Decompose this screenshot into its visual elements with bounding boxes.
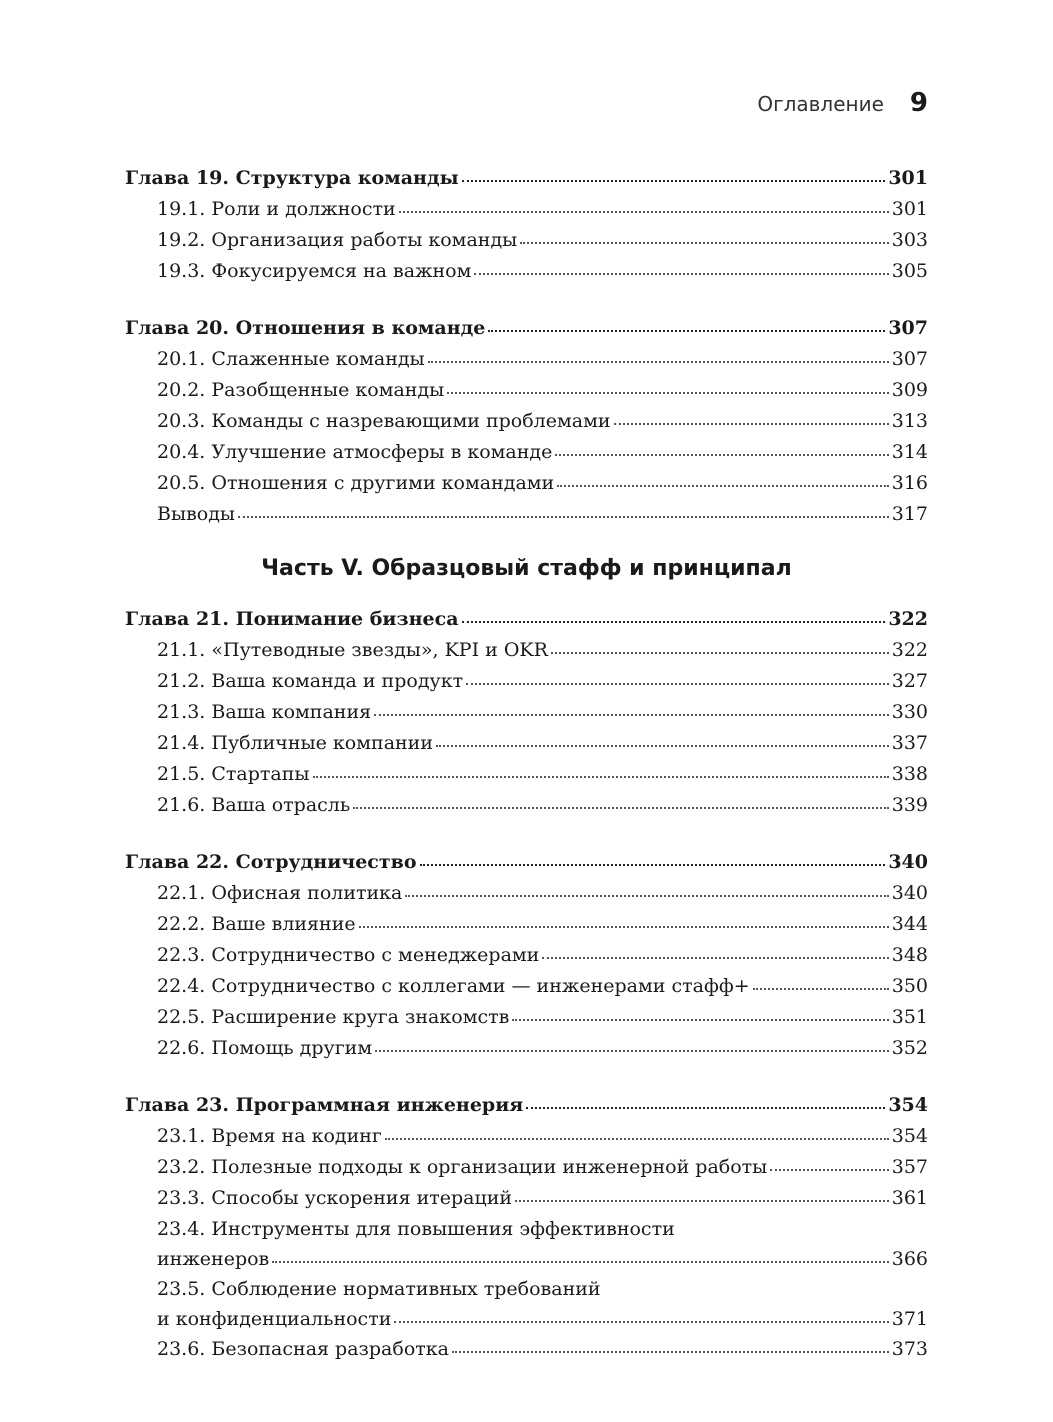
section-title: 19.2. Организация работы команды — [157, 229, 518, 251]
section-title: 21.3. Ваша компания — [157, 701, 372, 723]
section-page-number: 303 — [891, 229, 928, 251]
dot-leader — [394, 1321, 888, 1323]
toc-section-entry[interactable] — [125, 256, 928, 287]
chapter-title: Глава 23. Программная инженерия — [125, 1094, 524, 1116]
part-heading: Часть V. Образцовый стафф и принципал — [261, 556, 792, 581]
section-page-number: 314 — [891, 441, 928, 463]
section-page-number: 301 — [891, 198, 928, 220]
toc-section-entry[interactable] — [125, 1121, 928, 1152]
toc-section-entry[interactable] — [125, 225, 928, 256]
section-title: 22.1. Офисная политика — [157, 882, 403, 904]
dot-leader — [770, 1169, 888, 1171]
toc-chapter-entry[interactable] — [125, 847, 928, 878]
chapter-page-number: 354 — [888, 1094, 928, 1116]
toc-chapter-entry[interactable] — [125, 313, 928, 344]
section-title: 19.3. Фокусируемся на важном — [157, 260, 472, 282]
chapter-title: Глава 21. Понимание бизнеса — [125, 608, 459, 630]
section-title: 22.4. Сотрудничество с коллегами — инженерами стафф+ — [157, 975, 750, 997]
section-page-number: 371 — [891, 1308, 928, 1330]
toc-section-entry[interactable] — [125, 1334, 928, 1365]
toc-section-entry[interactable] — [125, 878, 928, 909]
dot-leader — [375, 1050, 889, 1052]
section-page-number: 327 — [891, 670, 928, 692]
toc-section-entry[interactable] — [125, 759, 928, 790]
toc-section-entry[interactable] — [125, 728, 928, 759]
dot-leader — [614, 423, 889, 425]
section-title-continuation: и конфиденциальности — [157, 1308, 392, 1330]
dot-leader — [385, 1138, 889, 1140]
section-title: 20.5. Отношения с другими командами — [157, 472, 555, 494]
toc-chapter-entry[interactable] — [125, 163, 928, 194]
section-page-number: 316 — [891, 472, 928, 494]
table-of-contents — [125, 163, 928, 1365]
toc-section-entry[interactable] — [125, 971, 928, 1002]
section-title: 21.2. Ваша команда и продукт — [157, 670, 464, 692]
dot-leader — [272, 1261, 888, 1263]
dot-leader — [313, 776, 889, 778]
dot-leader — [512, 1019, 888, 1021]
section-page-number: 305 — [891, 260, 928, 282]
toc-section-entry[interactable] — [125, 406, 928, 437]
chapter-title: Глава 22. Сотрудничество — [125, 851, 417, 873]
running-head-title: Оглавление — [757, 92, 884, 116]
section-page-number: 352 — [891, 1037, 928, 1059]
section-title-line2 — [157, 1244, 928, 1274]
toc-section-entry[interactable] — [125, 1214, 928, 1274]
section-title: 22.3. Сотрудничество с менеджерами — [157, 944, 540, 966]
chapter-title: Глава 20. Отношения в команде — [125, 317, 486, 339]
dot-leader — [359, 926, 889, 928]
section-page-number: 357 — [891, 1156, 928, 1178]
section-page-number: 350 — [891, 975, 928, 997]
section-title: 23.3. Способы ускорения итераций — [157, 1187, 513, 1209]
chapter-page-number: 301 — [888, 167, 928, 189]
section-page-number: 322 — [891, 639, 928, 661]
toc-section-entry[interactable] — [125, 790, 928, 821]
toc-section-entry[interactable] — [125, 437, 928, 468]
section-title: 22.6. Помощь другим — [157, 1037, 373, 1059]
section-page-number: 338 — [891, 763, 928, 785]
chapter-page-number: 322 — [888, 608, 928, 630]
chapter-gap — [125, 287, 928, 313]
dot-leader — [462, 621, 886, 623]
section-title: 20.2. Разобщенные команды — [157, 379, 445, 401]
section-page-number: 309 — [891, 379, 928, 401]
toc-section-entry[interactable] — [125, 468, 928, 499]
section-page-number: 339 — [891, 794, 928, 816]
dot-leader — [452, 1351, 889, 1353]
section-title: 23.2. Полезные подходы к организации инженерной работы — [157, 1156, 768, 1178]
running-head — [757, 88, 928, 118]
dot-leader — [753, 988, 889, 990]
chapter-title: Глава 19. Структура команды — [125, 167, 459, 189]
section-page-number: 340 — [891, 882, 928, 904]
toc-section-entry[interactable] — [125, 635, 928, 666]
dot-leader — [551, 652, 889, 654]
toc-section-entry[interactable] — [125, 666, 928, 697]
dot-leader — [405, 895, 888, 897]
toc-section-entry[interactable] — [125, 1274, 928, 1334]
toc-block-after-part — [125, 604, 928, 1365]
section-page-number: 354 — [891, 1125, 928, 1147]
toc-section-entry[interactable] — [125, 940, 928, 971]
section-page-number: 344 — [891, 913, 928, 935]
section-title: 22.5. Расширение круга знакомств — [157, 1006, 510, 1028]
section-title: 21.1. «Путеводные звезды», KPI и OKR — [157, 639, 548, 661]
section-page-number: 307 — [891, 348, 928, 370]
dot-leader — [542, 957, 888, 959]
toc-block-before-part — [125, 163, 928, 530]
section-page-number: 351 — [891, 1006, 928, 1028]
section-title: 23.4. Инструменты для повышения эффективности — [157, 1218, 675, 1240]
section-title: 23.5. Соблюдение нормативных требований — [157, 1278, 601, 1300]
dot-leader — [515, 1200, 889, 1202]
section-title: 21.5. Стартапы — [157, 763, 310, 785]
section-page-number: 313 — [891, 410, 928, 432]
chapter-gap — [125, 821, 928, 847]
dot-leader — [555, 454, 888, 456]
toc-section-entry[interactable] — [125, 344, 928, 375]
toc-chapter-entry[interactable] — [125, 1090, 928, 1121]
section-page-number: 361 — [891, 1187, 928, 1209]
dot-leader — [447, 392, 888, 394]
section-title: 20.1. Слаженные команды — [157, 348, 425, 370]
toc-section-entry[interactable] — [125, 1033, 928, 1064]
dot-leader — [374, 714, 889, 716]
section-page-number: 337 — [891, 732, 928, 754]
dot-leader — [526, 1107, 885, 1109]
section-title: 22.2. Ваше влияние — [157, 913, 356, 935]
section-title: 20.3. Команды с назревающими проблемами — [157, 410, 611, 432]
toc-section-entry[interactable] — [125, 1183, 928, 1214]
dot-leader — [353, 807, 889, 809]
toc-section-entry[interactable] — [125, 1152, 928, 1183]
dot-leader — [520, 242, 888, 244]
section-page-number: 348 — [891, 944, 928, 966]
section-title: 20.4. Улучшение атмосферы в команде — [157, 441, 553, 463]
dot-leader — [557, 485, 889, 487]
chapter-gap — [125, 1064, 928, 1090]
dot-leader — [428, 361, 889, 363]
chapter-page-number: 340 — [888, 851, 928, 873]
section-page-number: 317 — [891, 503, 928, 525]
section-title: 21.6. Ваша отрасль — [157, 794, 351, 816]
toc-chapter-entry[interactable] — [125, 604, 928, 635]
dot-leader — [436, 745, 889, 747]
chapter-page-number: 307 — [888, 317, 928, 339]
toc-section-entry[interactable] — [125, 909, 928, 940]
dot-leader — [399, 211, 889, 213]
section-title: 21.4. Публичные компании — [157, 732, 434, 754]
dot-leader — [462, 180, 886, 182]
section-title: 23.6. Безопасная разработка — [157, 1338, 449, 1360]
section-title: 19.1. Роли и должности — [157, 198, 396, 220]
section-title-line2 — [157, 1304, 928, 1334]
dot-leader — [466, 683, 889, 685]
dot-leader — [238, 516, 889, 518]
section-title-continuation: инженеров — [157, 1248, 270, 1270]
section-page-number: 366 — [891, 1248, 928, 1270]
section-title: 23.1. Время на кодинг — [157, 1125, 382, 1147]
toc-section-entry[interactable] — [125, 697, 928, 728]
page-number: 9 — [909, 88, 928, 118]
toc-section-entry[interactable] — [125, 499, 928, 530]
section-title: Выводы — [157, 503, 236, 525]
dot-leader — [474, 273, 888, 275]
dot-leader — [488, 330, 885, 332]
dot-leader — [420, 864, 886, 866]
section-page-number: 373 — [891, 1338, 928, 1360]
toc-section-entry[interactable] — [125, 1002, 928, 1033]
toc-section-entry[interactable] — [125, 375, 928, 406]
section-page-number: 330 — [891, 701, 928, 723]
toc-section-entry[interactable] — [125, 194, 928, 225]
